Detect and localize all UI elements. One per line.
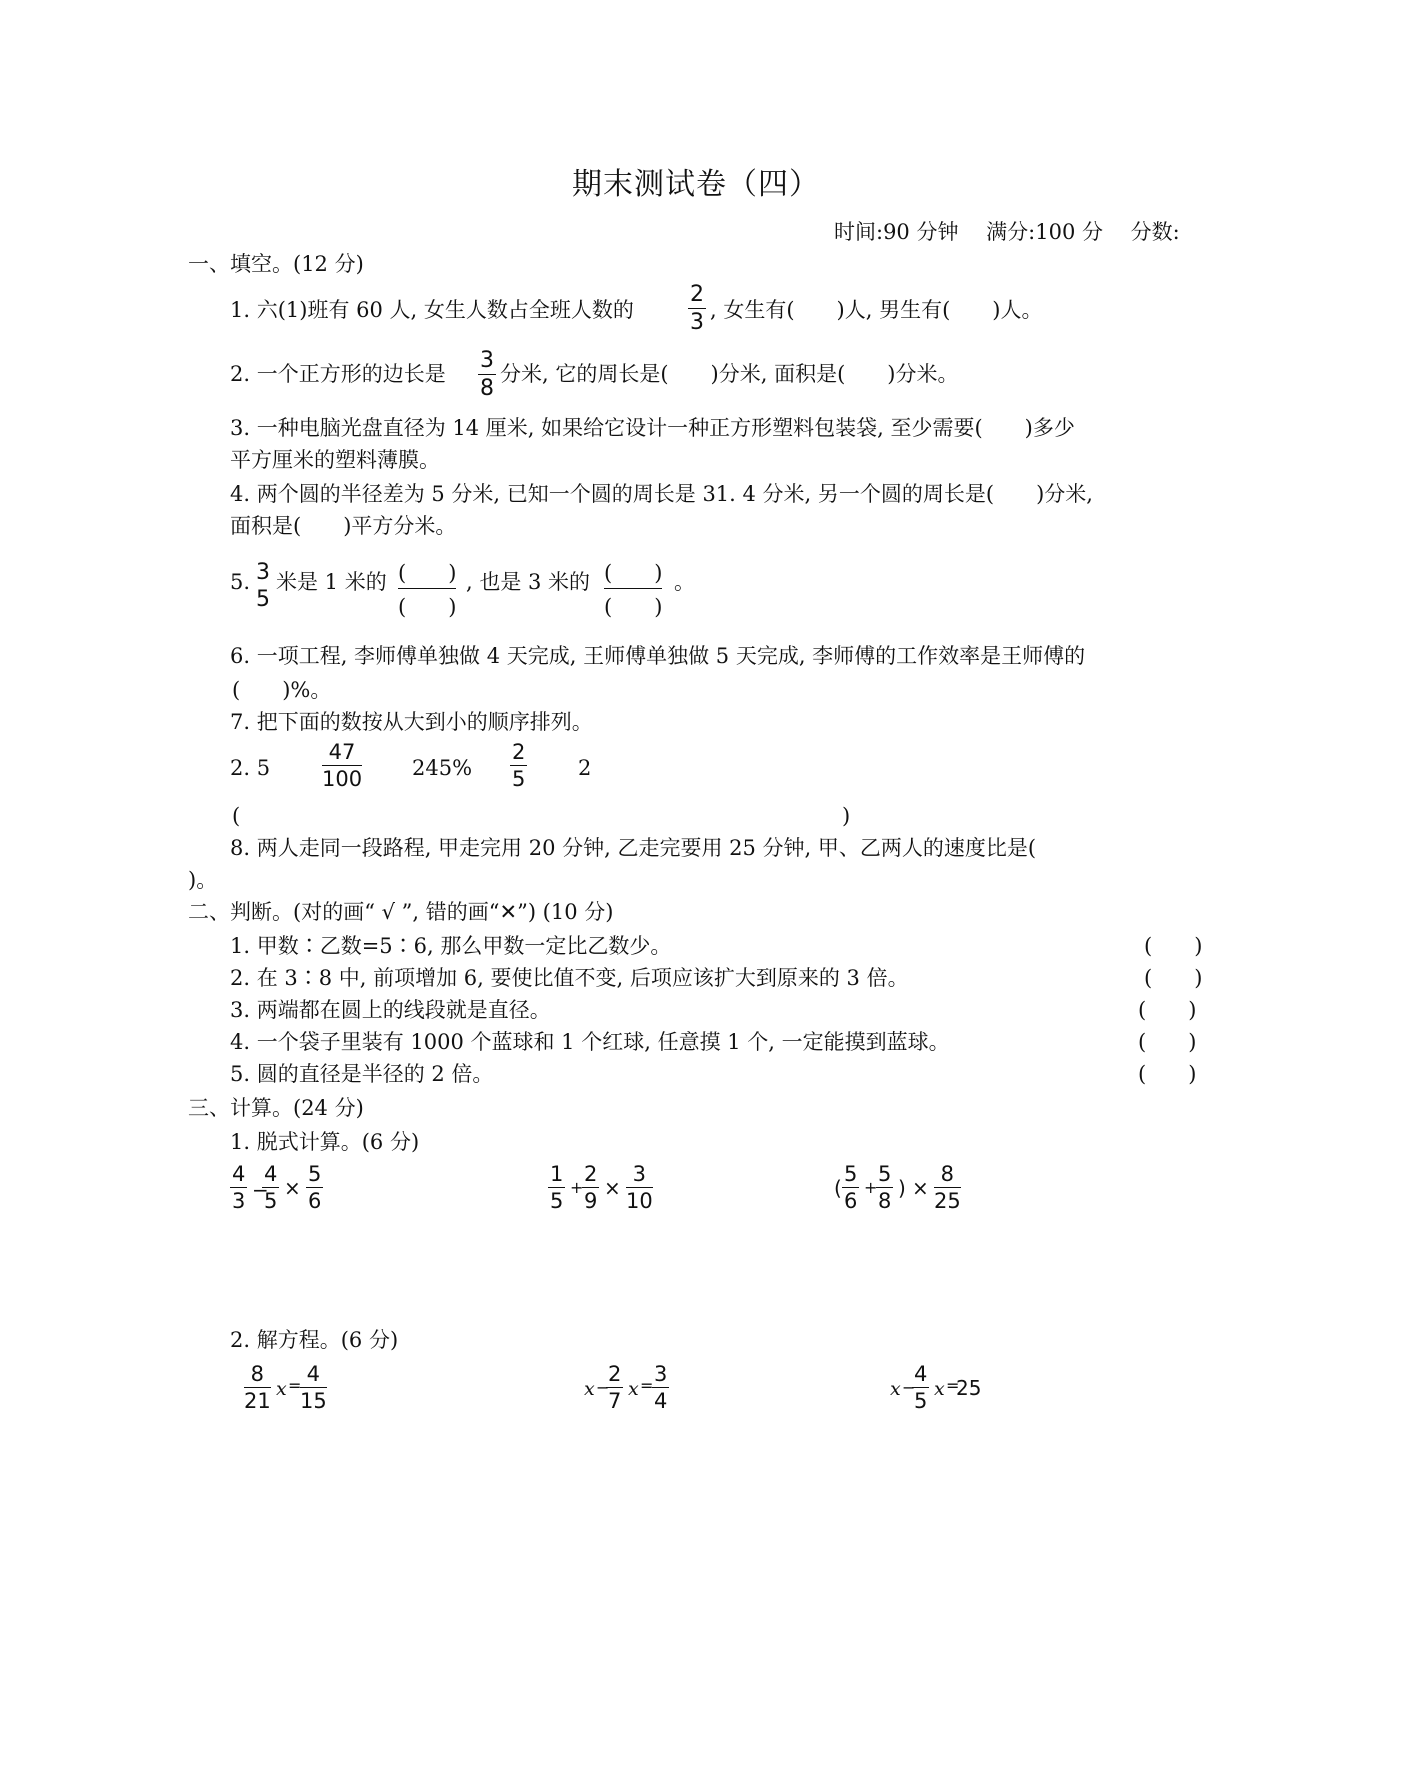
q2-fraction [478, 350, 496, 400]
calc2-a-den: 5 [550, 1189, 564, 1213]
q4-line1: 4. 两个圆的半径差为 5 分米, 已知一个圆的周长是 31. 4 分米, 另一个圆的周长是( )分米, [230, 482, 1093, 506]
eq2-variable-2: x [628, 1378, 639, 1400]
q5-text-mid1: 米是 1 米的 [276, 570, 387, 594]
q7-number-3: 245% [412, 756, 473, 780]
eq2-equals: = [640, 1376, 654, 1395]
q1-text-post: , 女生有( )人, 男生有( )人。 [710, 298, 1043, 322]
page-title: 期末测试卷（四） [572, 167, 820, 202]
q1-frac-den: 3 [690, 310, 704, 335]
calc1-op2: × [284, 1176, 301, 1200]
q5-fraction [254, 562, 272, 611]
judge-item-1: 1. 甲数∶乙数=5∶6, 那么甲数一定比乙数少。 [230, 934, 672, 958]
q6-line1: 6. 一项工程, 李师傅单独做 4 天完成, 王师傅单独做 5 天完成, 李师傅的工作效率是王师傅的 [230, 644, 1086, 668]
eq3-a-den: 5 [914, 1389, 928, 1413]
calc3-a-den: 6 [844, 1189, 858, 1213]
q5-blank-fraction-2[interactable] [604, 563, 662, 618]
judge-item-3: 3. 两端都在圆上的线段就是直径。 [230, 998, 551, 1022]
q2-text-pre: 2. 一个正方形的边长是 [230, 362, 446, 386]
calc1-c-den: 6 [308, 1189, 322, 1213]
eq2-frac-a [606, 1364, 623, 1412]
eq3-rhs: 25 [956, 1376, 982, 1400]
eq3-equals: = [946, 1376, 960, 1395]
eq2-a-num: 2 [608, 1362, 622, 1386]
calc3-op2: × [912, 1176, 929, 1200]
eq1-b-num: 4 [300, 1364, 327, 1388]
section2-heading: 二、判断。(对的画“ √ ”, 错的画“✕”) (10 分) [188, 900, 614, 924]
q7-frac2-num: 2 [512, 740, 526, 764]
eq1-variable: x [276, 1378, 287, 1400]
calc3-b-den: 8 [878, 1189, 892, 1213]
q5-frac-num: 3 [256, 560, 270, 585]
eq3-variable-2: x [934, 1378, 945, 1400]
calc1-op1: − [252, 1178, 269, 1202]
q5-blank-fraction-1[interactable] [398, 563, 456, 618]
calc2-c-num: 3 [626, 1164, 653, 1188]
judge-item-2: 2. 在 3∶8 中, 前项增加 6, 要使比值不变, 后项应该扩大到原来的 3 倍。 [230, 966, 909, 990]
calc1-a-den: 3 [232, 1189, 246, 1213]
q5-blank1-den: ( ) [398, 595, 457, 619]
eq1-b-den: 15 [300, 1389, 327, 1413]
q7-fraction-1 [322, 742, 362, 790]
q2-text-post: 分米, 它的周长是( )分米, 面积是( )分米。 [500, 362, 959, 386]
eq1-a-num: 8 [244, 1364, 271, 1388]
judge-blank-1[interactable]: ( ) [1144, 934, 1203, 958]
q2-frac-num: 3 [480, 348, 494, 373]
q8-line2: )。 [188, 868, 218, 892]
eq3-frac-a [912, 1364, 929, 1412]
q5-blank2-num: ( ) [604, 563, 662, 589]
calc2-b-num: 2 [584, 1162, 598, 1186]
calc1-c-num: 5 [308, 1162, 322, 1186]
calc1-frac-c [306, 1164, 323, 1212]
q8-line1: 8. 两人走同一段路程, 甲走完用 20 分钟, 乙走完要用 25 分钟, 甲、乙两人的速度比是( [230, 836, 1037, 860]
eq2-op: − [596, 1378, 610, 1397]
calc2-a-num: 1 [550, 1162, 564, 1186]
q7-frac1-num: 47 [322, 742, 362, 766]
q3-line1: 3. 一种电脑光盘直径为 14 厘米, 如果给它设计一种正方形塑料包装袋, 至少需要( )多少 [230, 416, 1075, 440]
eq3-a-num: 4 [914, 1362, 928, 1386]
eq1-a-den: 21 [244, 1389, 271, 1413]
q5-blank1-num: ( ) [398, 563, 456, 589]
judge-item-4: 4. 一个袋子里装有 1000 个蓝球和 1 个红球, 任意摸 1 个, 一定能摸到蓝球。 [230, 1030, 950, 1054]
calc3-rparen: ) [898, 1176, 906, 1200]
section3-heading: 三、计算。(24 分) [188, 1096, 364, 1120]
calc2-b-den: 9 [584, 1189, 598, 1213]
calc1-frac-a [230, 1164, 247, 1212]
q4-line2: 面积是( )平方分米。 [230, 514, 457, 538]
q3-line2: 平方厘米的塑料薄膜。 [230, 448, 440, 472]
eq1-equals: = [288, 1376, 302, 1395]
calc2-frac-a [548, 1164, 565, 1212]
eq2-frac-b [652, 1364, 669, 1412]
q5-frac-den: 5 [256, 587, 270, 612]
judge-blank-4[interactable]: ( ) [1138, 1030, 1197, 1054]
calc3-c-den: 25 [934, 1189, 961, 1213]
eq2-variable-1: x [584, 1378, 595, 1400]
judge-blank-5[interactable]: ( ) [1138, 1062, 1197, 1086]
q7-frac2-den: 5 [512, 767, 526, 791]
q5-text-mid2: , 也是 3 米的 [466, 570, 591, 594]
judge-item-5: 5. 圆的直径是半径的 2 倍。 [230, 1062, 494, 1086]
calc2-c-den: 10 [626, 1189, 653, 1213]
calc2-frac-c [626, 1164, 653, 1212]
calc3-frac-b [876, 1164, 893, 1212]
exam-info: 时间:90 分钟 满分:100 分 分数: [834, 220, 1180, 244]
q1-text-pre: 1. 六(1)班有 60 人, 女生人数占全班人数的 [230, 298, 634, 322]
q7-number-5: 2 [578, 756, 592, 780]
q6-line2: ( )%。 [232, 678, 332, 702]
calc3-op1: + [864, 1178, 878, 1197]
calc3-c-num: 8 [934, 1164, 961, 1188]
calc2-op1: + [570, 1178, 584, 1197]
calc2-frac-b [582, 1164, 599, 1212]
q7-text: 7. 把下面的数按从大到小的顺序排列。 [230, 710, 593, 734]
eq1-frac-b [300, 1364, 327, 1412]
q7-answer-open: ( [232, 804, 241, 828]
eq2-a-den: 7 [608, 1389, 622, 1413]
q5-text-end: 。 [674, 570, 695, 594]
q5-number: 5. [230, 570, 251, 594]
calc3-frac-a [842, 1164, 859, 1212]
q7-frac1-den: 100 [322, 767, 363, 791]
q1-frac-num: 2 [690, 282, 704, 307]
q1-fraction [688, 284, 706, 334]
eq2-b-num: 3 [654, 1362, 668, 1386]
eq2-b-den: 4 [654, 1389, 668, 1413]
calc3-frac-c [934, 1164, 961, 1212]
q5-blank2-den: ( ) [604, 595, 663, 619]
calc3-lparen: ( [834, 1176, 842, 1200]
calc2-op2: × [604, 1176, 621, 1200]
section1-heading: 一、填空。(12 分) [188, 252, 364, 276]
eq1-frac-a [244, 1364, 271, 1412]
q7-answer-close: ) [842, 804, 851, 828]
q7-fraction-2 [510, 742, 527, 790]
calc1-b-den: 5 [264, 1189, 278, 1213]
calc1-frac-b [262, 1164, 279, 1212]
eq3-op: − [902, 1378, 916, 1397]
eq3-variable-1: x [890, 1378, 901, 1400]
calc3-b-num: 5 [878, 1162, 892, 1186]
judge-blank-3[interactable]: ( ) [1138, 998, 1197, 1022]
judge-blank-2[interactable]: ( ) [1144, 966, 1203, 990]
calc1-b-num: 4 [264, 1162, 278, 1186]
q7-number-1: 2. 5 [230, 756, 271, 780]
equation-subheading: 2. 解方程。(6 分) [230, 1328, 399, 1352]
calc3-a-num: 5 [844, 1162, 858, 1186]
calc-subheading: 1. 脱式计算。(6 分) [230, 1130, 420, 1154]
calc1-a-num: 4 [232, 1162, 246, 1186]
q2-frac-den: 8 [480, 376, 494, 401]
